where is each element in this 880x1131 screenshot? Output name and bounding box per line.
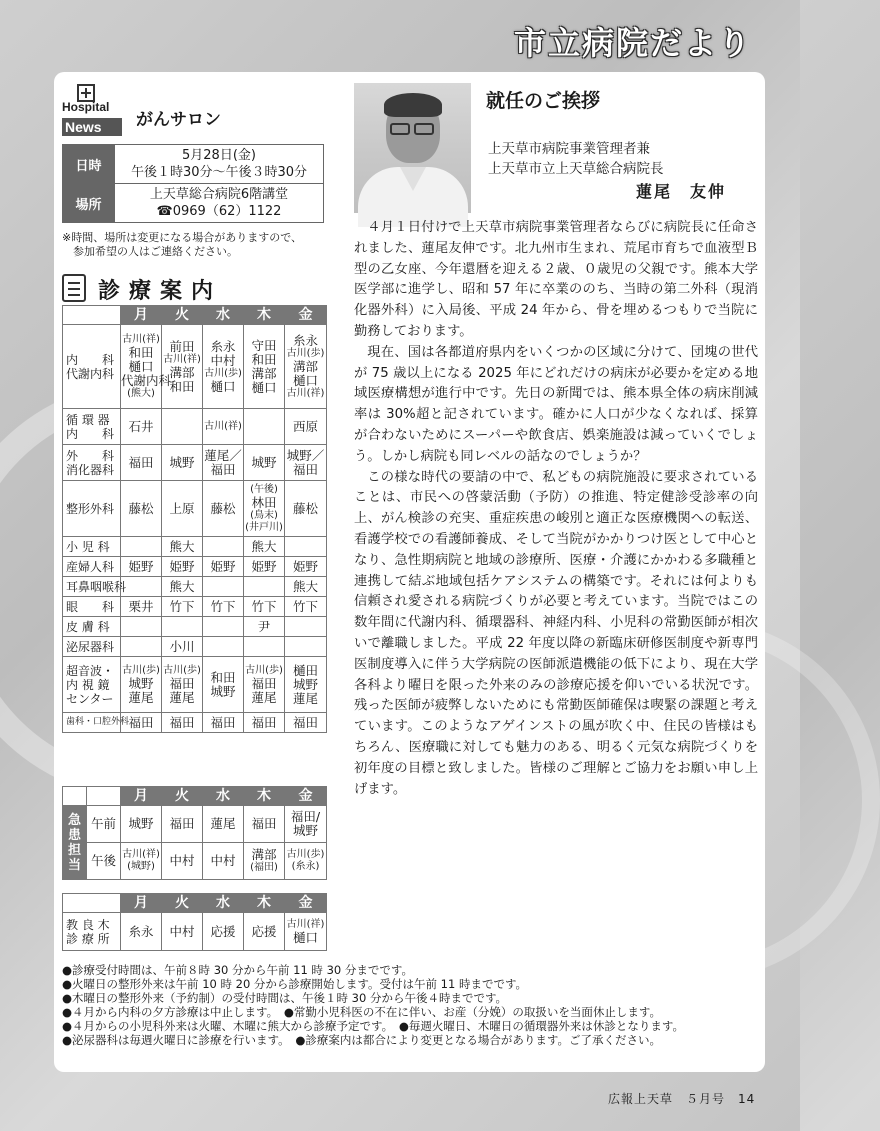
schedule-cell	[285, 617, 327, 637]
table-row	[63, 325, 327, 409]
cell-text: (糸永)	[291, 861, 320, 872]
department-label	[63, 325, 121, 409]
schedule-cell	[203, 325, 244, 409]
schedule-cell	[162, 537, 203, 557]
cell-text: 姫野	[169, 558, 195, 574]
schedule-cell	[121, 657, 162, 713]
cell-text: (午後)	[250, 483, 278, 495]
time-label: 午前	[87, 806, 121, 843]
day-header: 火	[162, 894, 203, 913]
cell-text: 古川(歩)	[286, 347, 325, 359]
cell-text: 西原	[292, 418, 318, 434]
cell-text: 蓮尾	[128, 689, 154, 705]
cell-text: 当	[67, 857, 81, 873]
cell-text: 城野	[292, 823, 318, 838]
date-label: 日時	[63, 145, 115, 184]
cell-text: 内 科	[66, 352, 115, 367]
schedule-cell	[244, 913, 285, 951]
schedule-cell	[285, 557, 327, 577]
cell-text: 樋口	[292, 372, 318, 388]
table-row	[63, 617, 327, 637]
emergency-table	[62, 786, 327, 880]
cell-text: 小川	[169, 638, 195, 654]
cell-text: 樋口	[210, 378, 236, 394]
schedule-cell	[162, 657, 203, 713]
schedule-cell	[121, 637, 162, 657]
note-line: 参加希望の人はご連絡ください。	[73, 245, 238, 258]
cell-text: 担	[67, 842, 81, 858]
cell-text: センター	[66, 691, 114, 706]
greeting-role: 上天草市病院事業管理者兼	[488, 141, 650, 157]
department-label	[63, 913, 121, 951]
cell-text: 福田	[128, 454, 154, 470]
cell-text: 溝部	[292, 358, 318, 374]
schedule-cell	[244, 713, 285, 733]
cell-text: 古川(歩)	[286, 849, 325, 860]
cell-text: 福田/	[290, 809, 321, 824]
cell-text: 福田	[169, 675, 195, 691]
schedule-cell	[203, 577, 244, 597]
cell-text: 姫野	[210, 558, 236, 574]
schedule-cell	[285, 409, 327, 445]
cell-text: 超音波・	[66, 663, 115, 678]
schedule-cell	[244, 481, 285, 537]
cell-text: 福田	[169, 816, 195, 831]
schedule-cell	[121, 409, 162, 445]
cell-text: 熊大	[292, 578, 318, 594]
cell-text: 古川(祥)	[122, 849, 160, 860]
cell-text: 福田	[210, 461, 236, 477]
schedule-cell	[162, 806, 203, 843]
schedule-cell	[162, 409, 203, 445]
cell-text: (鳥末)	[250, 509, 278, 521]
cell-text: 応援	[251, 923, 277, 939]
cell-text: 代謝内科	[66, 366, 115, 381]
cell-text: 古川(歩)	[163, 664, 201, 676]
schedule-cell	[244, 806, 285, 843]
schedule-cell	[121, 537, 162, 557]
department-label	[63, 557, 121, 577]
cell-text: (井戸川)	[245, 521, 283, 533]
day-header: 水	[203, 894, 244, 913]
cell-text: 城野	[292, 676, 318, 692]
day-header: 金	[285, 306, 327, 325]
schedule-cell	[121, 617, 162, 637]
page-title: 市立病院だより	[513, 24, 752, 62]
cell-text: 皮 膚 科	[66, 619, 110, 634]
cell-text: 城野	[128, 675, 154, 691]
cell-text: 竹下	[292, 598, 318, 614]
cell-text: 眼 科	[66, 599, 115, 614]
cell-text: 福田	[292, 714, 318, 730]
cell-text: 蓮尾	[292, 690, 318, 706]
table-row	[63, 445, 327, 481]
cell-text: 和田	[128, 344, 154, 360]
cell-text: 和田	[251, 351, 277, 367]
schedule-cell	[244, 325, 285, 409]
schedule-cell	[121, 557, 162, 577]
schedule-cell	[162, 445, 203, 481]
salon-note	[62, 231, 332, 259]
schedule-cell	[285, 913, 327, 951]
schedule-cell	[244, 445, 285, 481]
cell-text: 熊大	[169, 538, 195, 554]
cell-text: 古川(歩)	[245, 664, 283, 676]
schedule-cell	[203, 657, 244, 713]
header-corner	[63, 306, 121, 325]
salon-title: がんサロン	[136, 110, 221, 130]
schedule-cell	[285, 481, 327, 537]
time-line: 午後１時30分～午後３時30分	[130, 165, 308, 180]
cell-text: 樋口	[128, 358, 154, 374]
cell-text: 竹下	[169, 598, 195, 614]
cell-text: 藤松	[128, 500, 154, 516]
table-row	[63, 577, 327, 597]
cell-text: 代謝内科	[121, 372, 172, 388]
schedule-cell	[285, 537, 327, 557]
cell-text: 教 良 木	[66, 917, 110, 932]
cell-text: 古川(歩)	[122, 664, 160, 676]
table-row	[63, 557, 327, 577]
greeting-paragraph: ４月１日付けで上天草市病院事業管理者ならびに病院長に任命されました、蓮尾友伸です。北九州市生まれ、荒尾市育ちで血液型Ｂ型の乙女座、今年還暦を迎える２歳、０歳児の父親です。熊本大学医学部に進学し、昭和 57 年に卒業ののち、当時の第二外科（現消化器外科）に入局後、平成 24 年から、骨を埋めるつもりで当院に勤務しております。	[354, 220, 758, 339]
schedule-cell	[203, 913, 244, 951]
department-label	[63, 577, 127, 597]
day-header: 月	[121, 787, 162, 806]
cell-text: 歯科・口腔外科	[66, 717, 130, 727]
note-line: ※時間、場所は変更になる場合がありますので、	[62, 231, 302, 244]
cell-text: 城野／	[286, 447, 325, 463]
header-corner	[63, 787, 87, 806]
schedule-cell	[244, 657, 285, 713]
schedule-cell	[285, 577, 327, 597]
header-corner	[63, 894, 121, 913]
schedule-cell	[162, 597, 203, 617]
cell-text: 姫野	[251, 558, 277, 574]
schedule-cell	[285, 637, 327, 657]
cell-text: 中村	[210, 352, 236, 368]
cell-text: 産婦人科	[66, 559, 115, 574]
date-line: 5月28日(金)	[182, 148, 256, 163]
cell-text: 中村	[169, 923, 195, 939]
cell-text: 城野	[251, 454, 277, 470]
schedule-cell	[203, 843, 244, 880]
greeting-name: 蓮尾 友伸	[636, 182, 727, 201]
schedule-cell	[285, 445, 327, 481]
schedule-cell	[203, 713, 244, 733]
table-row	[63, 481, 327, 537]
department-label	[63, 481, 121, 537]
schedule-cell	[203, 445, 244, 481]
schedule-cell	[121, 806, 162, 843]
cell-text: 福田	[251, 816, 277, 831]
cell-text: 尹	[257, 618, 271, 634]
greeting-paragraph: この様な時代の要請の中で、私どもの病院施設に要求されていることは、市民への啓蒙活動（予防）の推進、特定健診受診率の向上、がん検診の充実、重症疾患の峻別と適正な医療機関への転送、看護学校での看護師養成、そして当院がかかりつけ医として中心となり、急性期病院と地域の診療所、医療・介護にかかわる多職種と連携して結ぶ地域包括ケアシステムの構築です。それには何よりも信頼され愛される病院づくりが必要と考えています。当院ではこの数年間に代謝内科、循環器科、神経内科、小児科の常勤医師が相次いで離職しました。平成 22 年度以降の新臨床研修医制度や新専門医制度導入に伴う大学病院の医師派遣機能の低下により、現在大学各科より曜日を限った外来のみの診療応援を仰いでいる状況です。残った医師が疲弊しないためにも常勤医師確保は喫緊の課題と考えています。このようなアゲインストの風が吹く中、住民の皆様はもちろん、医療職に対しても魅力のある、明るく元気な病院づくりを初年度の目標と致しました。皆様のご理解とご協力をお願い申し上げます。	[354, 469, 758, 797]
schedule-cell	[162, 325, 203, 409]
schedule-cell	[244, 577, 285, 597]
schedule-cell	[121, 913, 162, 951]
table-row	[63, 713, 327, 733]
logo-text-hospital: Hospital	[62, 100, 110, 114]
cell-text: 整形外科	[66, 501, 115, 516]
schedule-cell	[203, 537, 244, 557]
cell-text: 熊大	[169, 578, 195, 594]
day-header: 水	[203, 787, 244, 806]
cell-text: 古川(祥)	[163, 353, 201, 365]
place-value	[115, 184, 324, 223]
cell-text: 樋田	[292, 662, 318, 678]
cell-text: 藤松	[210, 500, 236, 516]
emergency-label	[63, 806, 87, 880]
day-header-row	[63, 787, 327, 806]
department-label	[63, 657, 121, 713]
cell-text: 急	[67, 812, 81, 828]
cell-text: 上原	[169, 500, 195, 516]
note-item: ●木曜日の整形外来（予約制）の受付時間は、午後１時 30 分から午後４時までです。	[62, 991, 508, 1005]
schedule-cell	[162, 713, 203, 733]
cell-text: 樋口	[292, 929, 318, 945]
cell-text: (熊大)	[127, 387, 155, 399]
day-header: 金	[285, 787, 327, 806]
schedule-cell	[162, 481, 203, 537]
cell-text: 患	[67, 827, 81, 843]
note-item: ●診療受付時間は、午前８時 30 分から午前 11 時 30 分までです。	[62, 963, 413, 977]
cell-text: 城野	[128, 816, 154, 831]
cell-text: 溝部	[251, 847, 277, 862]
schedule-cell	[244, 409, 285, 445]
cell-text: 循 環 器	[66, 412, 110, 427]
schedule-cell	[203, 557, 244, 577]
day-header: 木	[244, 787, 285, 806]
table-row	[63, 537, 327, 557]
cell-text: 古川(祥)	[122, 333, 160, 345]
cell-text: 診 療 所	[66, 931, 110, 946]
cell-text: 栗井	[128, 598, 154, 614]
schedule-cell	[285, 843, 327, 880]
cell-text: 溝部	[169, 364, 195, 380]
schedule-cell	[203, 617, 244, 637]
schedule-cell	[244, 617, 285, 637]
hospital-news-logo	[62, 84, 124, 136]
cell-text: 福田	[169, 714, 195, 730]
department-label	[63, 617, 121, 637]
cell-text: 石井	[128, 418, 154, 434]
note-item: ●４月からの小児科外来は火曜、木曜に熊大から診療予定です。 ●毎週火曜日、木曜日の循環器外来は休診となります。	[62, 1019, 684, 1033]
cell-text: 中村	[169, 853, 195, 868]
cell-text: 小 児 科	[66, 539, 110, 554]
cell-text: 糸永	[128, 923, 154, 939]
phone-line: ☎0969（62）1122	[156, 204, 282, 219]
table-row	[63, 409, 327, 445]
schedule-cell	[203, 597, 244, 617]
place-label: 場所	[63, 184, 115, 223]
cell-text: 城野	[169, 454, 195, 470]
cell-text: 福田	[128, 714, 154, 730]
day-header: 木	[244, 894, 285, 913]
note-item: ●泌尿器科は毎週火曜日に診療を行います。 ●診療案内は都合により変更となる場合があります。ご了承ください。	[62, 1033, 661, 1047]
cell-text: 藤松	[292, 500, 318, 516]
cell-text: 糸永	[292, 332, 318, 348]
day-header: 金	[285, 894, 327, 913]
day-header: 水	[203, 306, 244, 325]
kyoraki-table	[62, 893, 327, 951]
cell-text: 溝部	[251, 365, 277, 381]
schedule-cell	[285, 657, 327, 713]
salon-info-table	[62, 144, 324, 223]
cell-text: 福田	[251, 714, 277, 730]
cell-text: 内 視 鏡	[66, 677, 110, 692]
table-row	[63, 806, 327, 843]
table-row	[63, 913, 327, 951]
cell-text: 和田	[169, 378, 195, 394]
cell-text: 城野	[210, 683, 236, 699]
cell-text: 古川(祥)	[204, 420, 242, 432]
schedule-cell	[162, 913, 203, 951]
cell-text: 林田	[251, 494, 277, 510]
schedule-cell	[162, 637, 203, 657]
schedule-cell	[244, 557, 285, 577]
cell-text: 姫野	[128, 558, 154, 574]
day-header-row	[63, 306, 327, 325]
schedule-cell	[203, 481, 244, 537]
schedule-cell	[244, 537, 285, 557]
place-line: 上天草総合病院6階講堂	[149, 187, 289, 202]
day-header: 月	[121, 306, 162, 325]
cell-text: 蓮尾	[210, 816, 236, 831]
cell-text: 前田	[169, 338, 195, 354]
cell-text: (城野)	[127, 861, 155, 872]
schedule-cell	[121, 843, 162, 880]
header-corner	[87, 787, 121, 806]
cell-text: (福田)	[250, 862, 278, 873]
cell-text: 竹下	[251, 598, 277, 614]
greeting-role: 上天草市立上天草総合病院長	[488, 161, 664, 177]
schedule-cell	[162, 843, 203, 880]
schedule-cell	[244, 637, 285, 657]
cell-text: 福田	[210, 714, 236, 730]
schedule-cell	[121, 325, 172, 409]
director-photo	[354, 83, 471, 213]
cell-text: 蓮尾／	[204, 447, 242, 463]
schedule-cell	[285, 713, 327, 733]
schedule-cell	[244, 843, 285, 880]
cell-text: 福田	[292, 461, 318, 477]
cell-text: 樋口	[251, 379, 277, 395]
table-row	[63, 843, 327, 880]
schedule-cell	[162, 577, 203, 597]
schedule-cell	[121, 597, 162, 617]
time-label: 午後	[87, 843, 121, 880]
date-value	[115, 145, 324, 184]
department-label	[63, 445, 121, 481]
cell-text: 古川(歩)	[204, 367, 242, 379]
schedule-cell	[121, 577, 162, 597]
day-header: 火	[162, 787, 203, 806]
cell-text: 糸永	[210, 338, 236, 354]
cell-text: 泌尿器科	[66, 639, 115, 654]
cell-text: 福田	[251, 675, 277, 691]
cell-text: 蓮尾	[169, 689, 195, 705]
cell-text: 内 科	[66, 426, 115, 441]
schedule-cell	[285, 597, 327, 617]
department-label	[63, 537, 121, 557]
cell-text: 応援	[210, 923, 236, 939]
logo-text-news: News	[62, 118, 122, 136]
schedule-table	[62, 305, 327, 733]
table-row	[63, 597, 327, 617]
day-header: 月	[121, 894, 162, 913]
notes-list	[62, 963, 762, 1047]
cell-text: 竹下	[210, 598, 236, 614]
schedule-cell	[285, 806, 327, 843]
cell-text: 外 科	[66, 448, 115, 463]
schedule-cell	[203, 806, 244, 843]
schedule-cell	[244, 597, 285, 617]
table-row	[63, 637, 327, 657]
document-icon	[62, 274, 86, 302]
schedule-cell	[121, 481, 162, 537]
greeting-paragraph: 現在、国は各都道府県内をいくつかの区域に分けて、団塊の世代が 75 歳以上になる 2025 年にどれだけの病床が必要かを定める地域医療構想が進行中です。先日の新聞では、熊本県全体の病床削減率は 30%超と記されています。確かに人口が少なくなれば、採算が合わないためにスーパーや飲食店、娯楽施設は減っていくでしょう。しかし病院も同レベルの話なのでしょうか？	[354, 344, 758, 464]
cell-text: 中村	[210, 853, 236, 868]
greeting-title: 就任のご挨拶	[486, 90, 601, 112]
schedule-cell	[162, 617, 203, 637]
day-header: 木	[244, 306, 285, 325]
department-label	[63, 409, 121, 445]
cell-text: 和田	[210, 669, 236, 685]
cell-text: 蓮尾	[251, 689, 277, 705]
schedule-cell	[162, 557, 203, 577]
cell-text: 耳鼻咽喉科	[66, 579, 127, 594]
cell-text: 姫野	[292, 558, 318, 574]
page-footer: 広報上天草 ５月号 14	[608, 1092, 756, 1106]
schedule-title: 診療案内	[98, 279, 223, 304]
cell-text: 古川(祥)	[286, 918, 325, 930]
day-header-row	[63, 894, 327, 913]
greeting-body	[354, 218, 758, 800]
schedule-cell	[121, 445, 162, 481]
table-row	[63, 657, 327, 713]
department-label	[63, 713, 130, 733]
cell-text: 熊大	[251, 538, 277, 554]
department-label	[63, 597, 121, 617]
schedule-cell	[203, 409, 244, 445]
note-item: ●４月から内科の夕方診療は中止します。 ●常勤小児科医の不在に伴い、お産（分娩）の取扱いを当面休止します。	[62, 1005, 661, 1019]
schedule-cell	[203, 637, 244, 657]
cell-text: 守田	[251, 337, 277, 353]
cell-text: 古川(祥)	[286, 387, 325, 399]
schedule-cell	[285, 325, 327, 409]
note-item: ●火曜日の整形外来は午前 10 時 20 分から診療開始します。受付は午前 11 時までです。	[62, 977, 528, 991]
cell-text: 消化器科	[66, 462, 115, 477]
department-label	[63, 637, 121, 657]
day-header: 火	[162, 306, 203, 325]
